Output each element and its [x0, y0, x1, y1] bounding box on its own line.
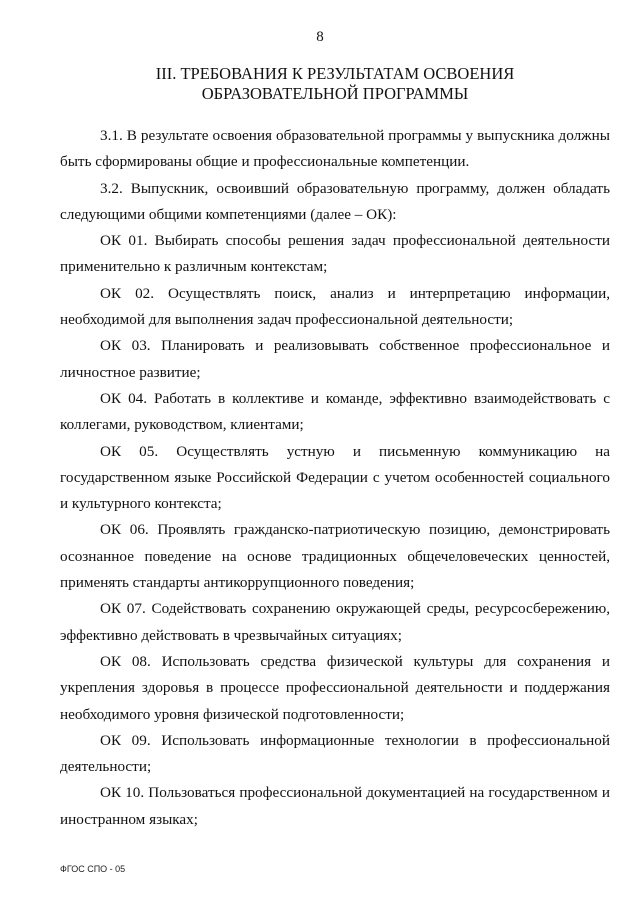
heading-line-1: III. ТРЕБОВАНИЯ К РЕЗУЛЬТАТАМ ОСВОЕНИЯ	[155, 64, 515, 83]
competence-ok-02: ОК 02. Осуществлять поиск, анализ и интерпретацию информации, необходимой для выполнения задач профессиональной деятельности;	[60, 284, 610, 329]
competence-ok-09: ОК 09. Использовать информационные технологии в профессиональной деятельности;	[60, 731, 610, 776]
competence-ok-03: ОК 03. Планировать и реализовывать собственное профессиональное и личностное развитие;	[60, 337, 610, 381]
competence-ok-08: ОК 08. Использовать средства физической культуры для сохранения и укрепления здоровья в процессе профессиональной деятельности и поддержания необходимого уровня физической подготовленности;	[60, 652, 610, 723]
paragraph-3-2: 3.2. Выпускник, освоивший образовательную программу, должен обладать следующими общими компетенциями (далее – ОК):	[60, 179, 610, 223]
section-heading	[60, 64, 610, 104]
page-number: 8	[316, 29, 324, 45]
competence-ok-01: ОК 01. Выбирать способы решения задач профессиональной деятельности применительно к различным контекстам;	[60, 232, 610, 276]
paragraph-3-1: 3.1. В результате освоения образовательной программы у выпускника должны быть сформированы общие и профессиональные компетенции.	[60, 127, 610, 171]
competence-ok-04: ОК 04. Работать в коллективе и команде, эффективно взаимодействовать с коллегами, руководством, клиентами;	[60, 389, 610, 434]
heading-line-2: ОБРАЗОВАТЕЛЬНОЙ ПРОГРАММЫ	[201, 84, 469, 103]
document-body	[60, 123, 610, 833]
competence-ok-05: ОК 05. Осуществлять устную и письменную коммуникацию на государственном языке Российской Федерации с учетом особенностей социального и культурного контекста;	[60, 442, 610, 513]
competence-ok-10: ОК 10. Пользоваться профессиональной документацией на государственном и иностранном языках;	[60, 784, 610, 828]
footer-code: ФГОС СПО - 05	[60, 864, 126, 874]
competence-ok-06: ОК 06. Проявлять гражданско-патриотическую позицию, демонстрировать осознанное поведение на основе традиционных общечеловеческих ценностей, применять стандарты антикоррупционного поведения;	[60, 521, 610, 592]
competence-ok-07: ОК 07. Содействовать сохранению окружающей среды, ресурсосбережению, эффективно действовать в чрезвычайных ситуациях;	[60, 600, 610, 644]
